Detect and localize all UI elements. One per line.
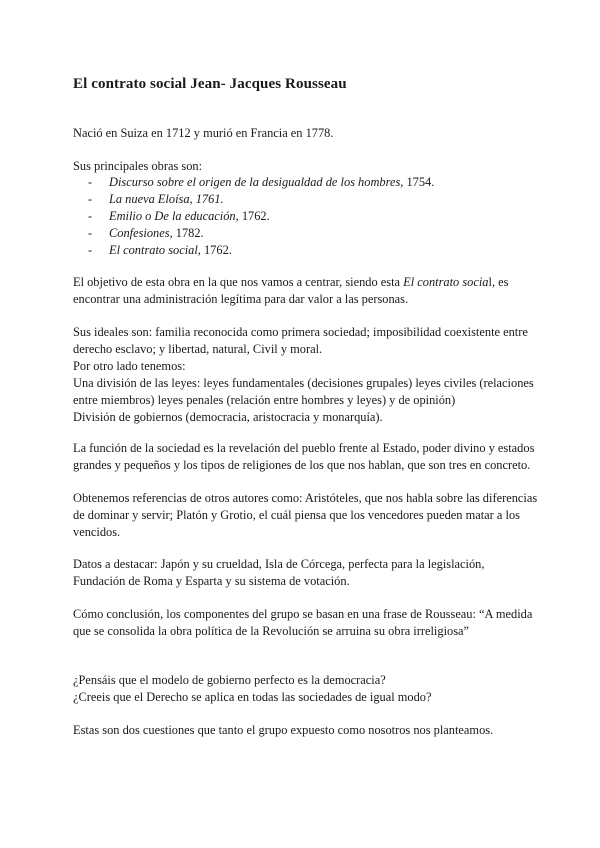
question-line: ¿Pensáis que el modelo de gobierno perfecto es la democracia? [73,673,386,687]
text-line: grandes y pequeños y los tipos de religiones de los que nos hablan, que son tres en concreto. [73,458,531,472]
text-line: entre miembros) leyes penales (relación entre hombres y leyes) y de opinión) [73,393,456,407]
text-line: Una división de las leyes: leyes fundamentales (decisiones grupales) leyes civiles (relaciones [73,376,534,390]
function-paragraph [73,440,533,474]
text-line: derecho esclavo; y libertad, natural, Civil y moral. [73,342,323,356]
text-line: División de gobiernos (democracia, aristocracia y monarquía). [73,410,383,424]
document-title: El contrato social Jean- Jacques Rousseau [73,76,347,92]
list-item: - Confesiones, 1782. [88,226,204,240]
text-line: Sus ideales son: familia reconocida como primera sociedad; imposibilidad coexistente entre [73,325,528,339]
ideals-paragraph [73,324,533,426]
text-line: La función de la sociedad es la revelación del pueblo frente al Estado, poder divino y estados [73,441,535,455]
bullet-dash: - [88,192,93,206]
text-line: Datos a destacar: Japón y su crueldad, Isla de Córcega, perfecta para la legislación, [73,557,485,571]
birth-paragraph: Nació en Suiza en 1712 y murió en Francia en 1778. [73,126,334,140]
text-line: Cómo conclusión, los componentes del grupo se basan en una frase de Rousseau: “A medida [73,607,533,621]
bullet-dash: - [88,243,93,257]
bullet-dash: - [88,226,93,240]
text-line: Fundación de Roma y Esparta y su sistema de votación. [73,574,350,588]
bullet-dash: - [88,209,93,223]
objective-line-1: El objetivo de esta obra en la que nos vamos a centrar, siendo esta El contrato social, es [73,275,509,289]
references-paragraph [73,490,538,541]
conclusion-paragraph [73,606,533,640]
text-line: Por otro lado tenemos: [73,359,186,373]
text-line: Obtenemos referencias de otros autores como: Aristóteles, que nos habla sobre las diferencias [73,491,538,505]
objective-line-2: encontrar una administración legítima para dar valor a las personas. [73,292,409,306]
text-line: vencidos. [73,525,121,539]
list-item: - La nueva Eloísa, 1761. [88,192,224,206]
list-item: - El contrato social, 1762. [88,243,232,257]
bullet-dash: - [88,175,93,189]
text-line: que se consolida la obra política de la Revolución se arruina su obra irreligiosa” [73,624,470,638]
closing-paragraph: Estas son dos cuestiones que tanto el grupo expuesto como nosotros nos planteamos. [73,723,494,737]
questions-paragraph [73,672,533,706]
works-list [73,174,533,259]
list-item: - Emilio o De la educación, 1762. [88,209,270,223]
objective-paragraph [73,274,533,308]
data-paragraph [73,556,533,590]
question-line: ¿Creeis que el Derecho se aplica en todas las sociedades de igual modo? [73,690,432,704]
works-heading: Sus principales obras son: [73,159,203,173]
text-line: de dominar y servir; Platón y Grotio, el cuál piensa que los vencedores pueden matar a los [73,508,520,522]
list-item: - Discurso sobre el origen de la desigualdad de los hombres, 1754. [88,175,435,189]
